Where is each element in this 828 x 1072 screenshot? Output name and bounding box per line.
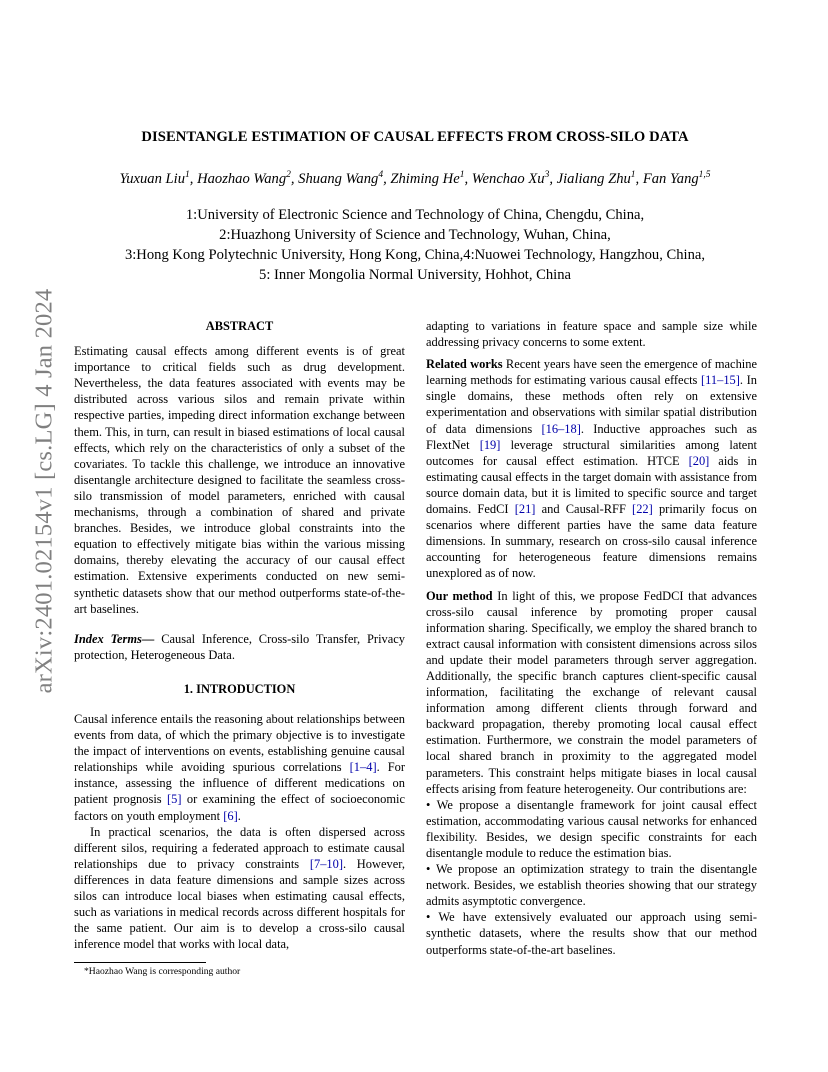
paper-title: DISENTANGLE ESTIMATION OF CAUSAL EFFECTS FROM CROSS-SILO DATA xyxy=(141,129,689,145)
citation-link[interactable]: [19] xyxy=(479,437,501,452)
intro-continuation: adapting to variations in feature space and sample size while addressing privacy concerns to some extent. xyxy=(426,319,757,350)
abstract-heading: ABSTRACT xyxy=(205,319,274,333)
arxiv-sidebar xyxy=(27,288,61,694)
citation-link[interactable]: [20] xyxy=(688,453,710,468)
affiliation-line: 1:University of Electronic Science and Technology of China, Chengdu, China, xyxy=(185,207,645,223)
affiliation-line: 3:Hong Kong Polytechnic University, Hong Kong, China,4:Nuowei Technology, Hangzhou, China, xyxy=(124,247,706,263)
contribution-bullet: • We have extensively evaluated our approach using semi-synthetic datasets, where the results show that our method outperforms state-of-the-art baselines. xyxy=(426,910,757,957)
footnote-rule xyxy=(74,962,206,963)
abstract-text: Estimating causal effects among different events is of great importance to critical fields such as drug development. Nevertheless, the data features associated with events may be distributed across various silos and remain private within respective parties, impeding direct information exchange between them. This, in turn, can result in biased estimations of local causal effects, which rely on the characteristics of only a subset of the covariates. To tackle this challenge, we introduce an innovative disentangle architecture designed to facilitate the seamless cross-silo transmission of model parameters, enriched with causal mechanisms, through a combination of shared and private branches. Besides, we introduce global constraints into the equation to effectively mitigate bias within the various missing domains, thereby elevating the accuracy of our causal effect estimation. Extensive experiments conducted on new semi-synthetic datasets show that our method outperforms state-of-the-art baselines. xyxy=(74,344,405,616)
citation-link[interactable]: [1–4] xyxy=(349,760,377,775)
intro-paragraph-1: Causal inference entails the reasoning about relationships between events from data, of which the primary objective is to investigate the impact of interventions on events, establishing genuine causal relationships while avoiding spurious correlations [1–4]. For instance, assessing the influence of different medications on patient prognosis [5] or examining the effect of socioeconomic factors on youth employment [6]. xyxy=(74,711,406,823)
author: Haozhao Wang$^2$, xyxy=(197,170,299,187)
our-method-label: Our method xyxy=(426,588,493,603)
contribution-bullet: • We propose an optimization strategy to train the disentangle network. Besides, we establish theories showing that our strategy admits asymptotic convergence. xyxy=(426,862,757,909)
index-terms-label: Index Terms— xyxy=(74,631,155,646)
author: Jialiang Zhu$^1$, xyxy=(556,170,643,187)
related-works-label: Related works xyxy=(426,357,503,372)
citation-link[interactable]: [22] xyxy=(632,502,653,517)
author: Zhiming He$^1$, xyxy=(390,170,472,187)
author: Shuang Wang$^4$, xyxy=(298,170,391,187)
index-terms xyxy=(74,631,405,663)
affiliation-line: 2:Huazhong University of Science and Technology, Wuhan, China, xyxy=(219,227,611,243)
related-works-paragraph: Related works Recent years have seen the emergence of machine learning methods for estimating various causal effects [11–15]. In single domains, these methods often rely on extensive experimentation and observations with similar spatial distribution of data dimensions [16–18]. Inductive approaches such as FlextNet [19] leverage structural similarities among latent outcomes for causal effect estimation. HTCE [20] aids in estimating causal effects in the target domain with assistance from source domain data, but it is limited to specific source and target domains. FedCI [21] and Causal-RFF [22] primarily focus on scenarios where different parties have the same data feature dimensions. In summary, research on cross-silo causal inference accounting for heterogeneous feature dimensions remains unexplored as of now. xyxy=(426,357,757,581)
citation-link[interactable]: [16–18] xyxy=(541,421,581,436)
right-column xyxy=(426,318,757,958)
citation-link[interactable]: [7–10] xyxy=(309,856,343,871)
affiliation-line: 5: Inner Mongolia Normal University, Hohhot, China xyxy=(259,267,571,283)
author: Wenchao Xu$^3$, xyxy=(471,170,557,187)
author: Fan Yang$^{1,5}$ xyxy=(642,170,711,187)
footnote: *Haozhao Wang is corresponding author xyxy=(84,966,241,977)
citation-link[interactable]: [11–15] xyxy=(701,373,740,388)
affiliations xyxy=(74,205,756,285)
citation-link[interactable]: [21] xyxy=(514,502,536,517)
intro-paragraph-2: In practical scenarios, the data is often dispersed across different silos, requiring a federated approach to estimate causal relationships due to privacy constraints [7–10]. However, differences in data feature dimensions and sample sizes across silos can introduce local biases when estimating causal effects, such as variations in medical records across different hospitals for the same patient. Our aim is to develop a cross-silo causal inference model that works with local data, xyxy=(74,824,405,952)
citation-link[interactable]: [5] xyxy=(167,792,182,807)
citation-link[interactable]: [6] xyxy=(223,808,238,823)
arxiv-identifier: arXiv:2401.02154v1 [cs.LG] 4 Jan 2024 xyxy=(30,288,58,694)
our-method-paragraph: Our method In light of this, we propose FedDCI that advances cross-silo causal inference by promoting proper causal information sharing. Specifically, we employ the shared branch to extract causal information with consistent dimensions across silos and update their model parameters through server aggregation. Additionally, the specific branch captures client-specific causal information, facilitating the exchange of relevant causal information among different clients through forward and backward propagation, thereby promoting local causal effect estimation. Furthermore, we constrain the model parameters of local shared branch in proximity to the aggregated model parameters. This constraint helps mitigate biases in local causal effects arising from feature heterogeneity. Our contributions are: xyxy=(426,588,757,796)
contribution-bullet: • We propose a disentangle framework for joint causal effect estimation, accommodating various causal networks for enhanced flexibility. Besides, we design specific constraints for each disentangle module to reduce the estimation bias. xyxy=(426,797,757,860)
left-column xyxy=(74,318,405,952)
author-list xyxy=(74,170,756,188)
index-terms-text: Causal Inference, Cross-silo Transfer, Privacy protection, Heterogeneous Data. xyxy=(74,631,406,662)
author: Yuxuan Liu$^1$, xyxy=(119,170,198,187)
intro-heading: 1. INTRODUCTION xyxy=(183,681,296,696)
